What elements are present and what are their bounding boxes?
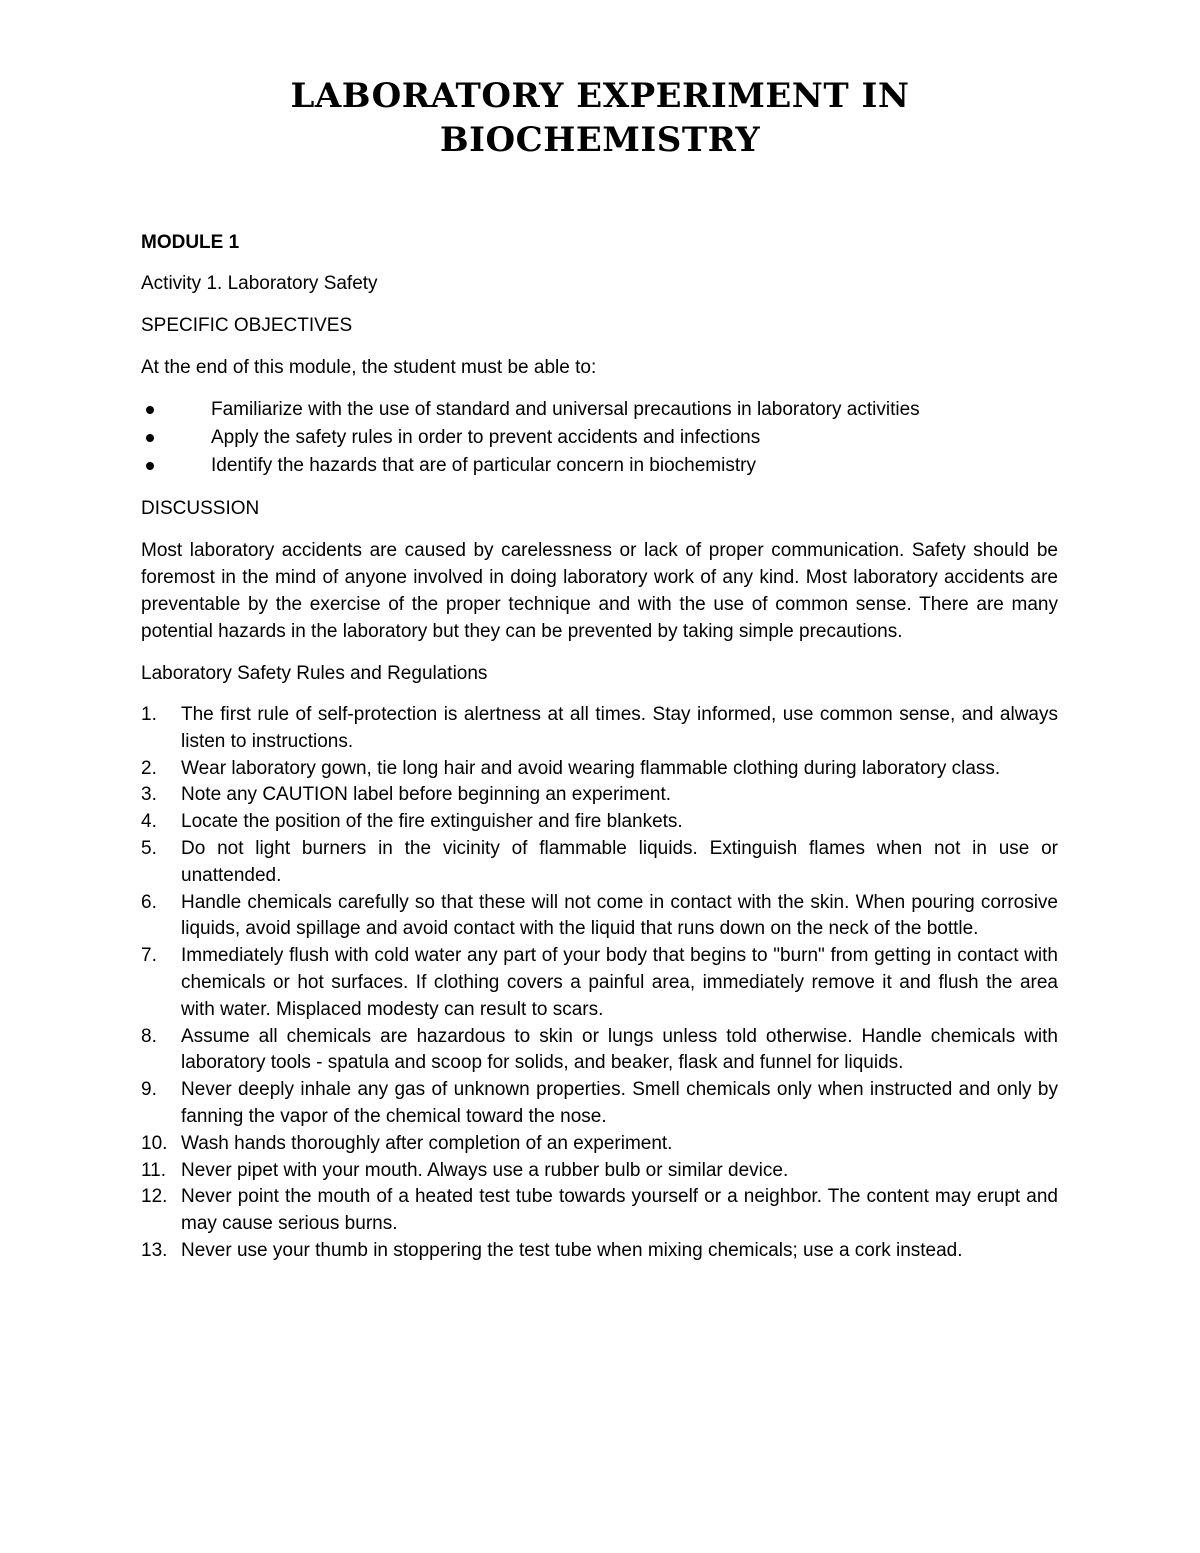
rule-text: Immediately flush with cold water any part of your body that begins to "burn" from getting in contact with chemicals or hot surfaces. If clothing covers a painful area, immediately remove it and flush the area with water. Misplaced modesty can result to scars. <box>181 945 1058 1020</box>
title-line-1: LABORATORY EXPERIMENT IN <box>290 76 910 116</box>
rule-number: 8. <box>141 1025 157 1047</box>
bullet-icon <box>146 462 154 470</box>
rule-text: Handle chemicals carefully so that these will not come in contact with the skin. When pouring corrosive liquids, avoid spillage and avoid contact with the liquid that runs down on the neck of the bottle. <box>181 891 1058 940</box>
rule-text: Note any CAUTION label before beginning an experiment. <box>181 784 672 806</box>
rule-item <box>141 890 1058 944</box>
rule-number: 9. <box>141 1079 157 1101</box>
rules-list <box>141 702 1058 1265</box>
rule-number: 11. <box>141 1159 167 1181</box>
rule-number: 13. <box>141 1239 168 1261</box>
rule-item <box>141 702 1058 756</box>
rules-heading: Laboratory Safety Rules and Regulations <box>141 663 488 684</box>
rule-text: Wash hands thoroughly after completion of an experiment. <box>181 1132 673 1154</box>
rule-item <box>141 756 1058 783</box>
rule-number: 7. <box>141 945 157 967</box>
bullet-icon <box>146 434 154 442</box>
title-line-2: BIOCHEMISTRY <box>439 120 761 160</box>
rule-item <box>141 1077 1058 1131</box>
objective-item <box>141 424 1058 452</box>
rule-text: Never deeply inhale any gas of unknown properties. Smell chemicals only when instructed and only by fanning the vapor of the chemical toward the nose. <box>181 1079 1058 1127</box>
rule-text: Never pipet with your mouth. Always use a rubber bulb or similar device. <box>181 1159 789 1181</box>
rule-item <box>141 1024 1058 1078</box>
rule-text: Do not light burners in the vicinity of flammable liquids. Extinguish flames when not in use or unattended. <box>181 837 1058 886</box>
document-body <box>141 228 1058 1265</box>
rule-item <box>141 809 1058 836</box>
discussion-paragraph: Most laboratory accidents are caused by carelessness or lack of proper communication. Safety should be foremost in the mind of anyone involved in doing laboratory work of any kind. Most laboratory accidents are preventable by the exercise of the proper technique and with the use of common sense. There are many potential hazards in the laboratory but they can be prevented by taking simple precautions. <box>141 540 1058 642</box>
objectives-heading: SPECIFIC OBJECTIVES <box>141 315 353 336</box>
discussion-heading: DISCUSSION <box>141 498 260 519</box>
objective-item <box>141 396 1058 424</box>
activity-title: Activity 1. Laboratory Safety <box>141 273 378 294</box>
rule-item <box>141 1238 1058 1265</box>
rule-text: Never point the mouth of a heated test tube towards yourself or a neighbor. The content may erupt and may cause serious burns. <box>181 1186 1058 1235</box>
rule-number: 10. <box>141 1132 168 1154</box>
document-title <box>140 74 1060 162</box>
rule-text: The first rule of self-protection is alertness at all times. Stay informed, use common sense, and always listen to instructions. <box>181 704 1058 752</box>
rule-number: 12. <box>141 1186 168 1208</box>
objective-text: Apply the safety rules in order to prevent accidents and infections <box>211 427 761 448</box>
rule-number: 1. <box>141 704 157 725</box>
rule-item <box>141 782 1058 809</box>
rule-text: Wear laboratory gown, tie long hair and avoid wearing flammable clothing during laboratory class. <box>181 757 1001 779</box>
rule-number: 2. <box>141 757 157 779</box>
rule-item <box>141 1158 1058 1185</box>
rule-number: 5. <box>141 837 157 859</box>
objectives-list <box>141 396 1058 480</box>
rule-item <box>141 943 1058 1023</box>
rule-text: Locate the position of the fire extinguisher and fire blankets. <box>181 811 683 833</box>
rule-item <box>141 1131 1058 1158</box>
rule-text: Never use your thumb in stoppering the test tube when mixing chemicals; use a cork instead. <box>181 1239 963 1261</box>
rule-item <box>141 1184 1058 1238</box>
rule-number: 3. <box>141 784 157 806</box>
objective-text: Identify the hazards that are of particular concern in biochemistry <box>211 455 756 476</box>
rule-text: Assume all chemicals are hazardous to skin or lungs unless told otherwise. Handle chemicals with laboratory tools - spatula and scoop for solids, and beaker, flask and funnel for liquids. <box>181 1025 1058 1074</box>
rule-number: 4. <box>141 811 157 833</box>
objective-text: Familiarize with the use of standard and universal precautions in laboratory activities <box>211 399 920 420</box>
bullet-icon <box>146 406 154 414</box>
objective-item <box>141 452 1058 480</box>
module-heading: MODULE 1 <box>141 232 240 253</box>
rule-number: 6. <box>141 891 157 913</box>
objectives-intro: At the end of this module, the student must be able to: <box>141 357 597 378</box>
rule-item <box>141 836 1058 890</box>
